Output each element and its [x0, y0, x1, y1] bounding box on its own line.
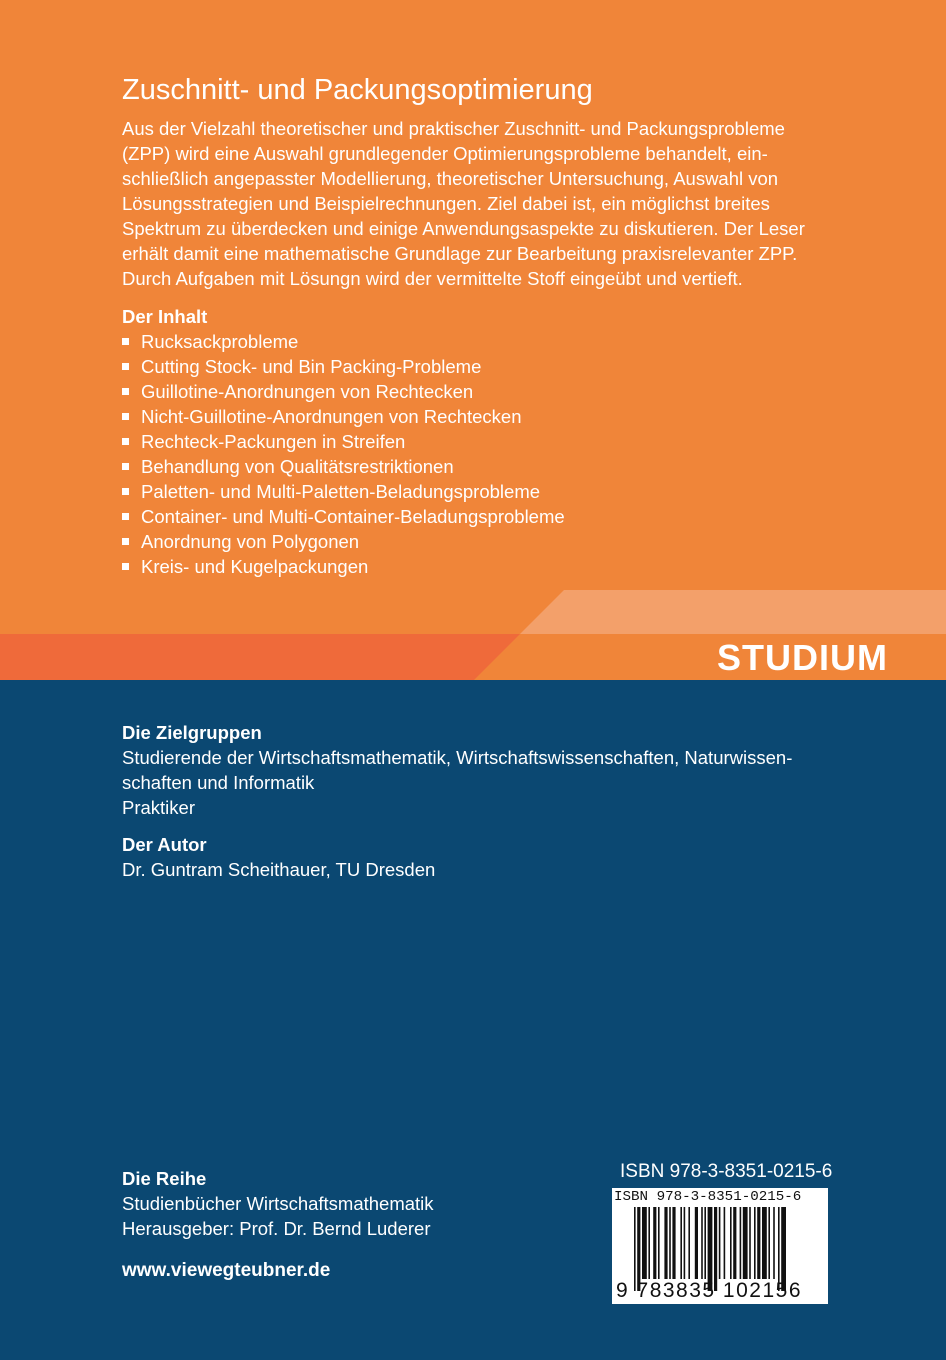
list-item-label: Kreis- und Kugelpackungen	[141, 556, 369, 577]
autor-section	[122, 832, 435, 882]
intro-line: Spektrum zu überdecken und einige Anwendungsaspekte zu diskutieren. Der Leser	[122, 218, 805, 239]
intro-line: (ZPP) wird eine Auswahl grundlegender Optimierungsprobleme behandelt, ein-	[122, 143, 768, 164]
bullet-square-icon	[122, 413, 129, 420]
inhalt-list	[122, 329, 565, 579]
publisher-website-link[interactable]: www.viewegteubner.de	[122, 1260, 331, 1281]
intro-line: Aus der Vielzahl theoretischer und praktischer Zuschnitt- und Packungsprobleme	[122, 118, 785, 139]
barcode-bar	[653, 1207, 656, 1279]
list-item-label: Rechteck-Packungen in Streifen	[141, 431, 406, 452]
list-item-label: Anordnung von Polygonen	[141, 531, 360, 552]
zielgruppen-line: schaften und Informatik	[122, 772, 315, 793]
studium-label: STUDIUM	[717, 637, 888, 678]
list-item	[122, 429, 565, 454]
list-item-label: Rucksackprobleme	[141, 331, 299, 352]
barcode-bar	[773, 1207, 775, 1279]
barcode-bar	[669, 1207, 671, 1279]
list-item	[122, 354, 565, 379]
barcode-bar	[658, 1207, 660, 1279]
zielgruppen-line: Praktiker	[122, 797, 195, 818]
barcode-bar	[719, 1207, 721, 1279]
barcode-bar	[680, 1207, 682, 1279]
barcode-bar	[733, 1207, 736, 1279]
list-item	[122, 329, 565, 354]
intro-line: erhält damit eine mathematische Grundlage zur Bearbeitung praxisrelevanter ZPP.	[122, 243, 798, 264]
barcode-bar	[762, 1207, 767, 1279]
band-dark-stripe	[0, 634, 520, 680]
barcode-bar	[695, 1207, 698, 1279]
autor-line: Dr. Guntram Scheithauer, TU Dresden	[122, 859, 436, 880]
barcode-bar	[701, 1207, 703, 1279]
list-item	[122, 479, 565, 504]
isbn-barcode	[612, 1188, 828, 1304]
bullet-square-icon	[122, 488, 129, 495]
book-title: Zuschnitt- und Packungsoptimierung	[122, 74, 593, 106]
intro-line: Lösungsstrategien und Beispielrechnungen. Ziel dabei ist, ein möglichst breites	[122, 193, 770, 214]
bullet-square-icon	[122, 388, 129, 395]
barcode-digits: 9 783835 102156	[616, 1279, 802, 1302]
isbn-label: ISBN 978-3-8351-0215-6	[620, 1161, 833, 1182]
barcode-bar	[724, 1207, 726, 1279]
barcode-bar	[704, 1207, 706, 1279]
barcode-bar	[757, 1207, 760, 1279]
barcode-bar	[754, 1207, 756, 1279]
barcode-bar	[749, 1207, 751, 1279]
barcode-bar	[740, 1207, 742, 1279]
autor-heading: Der Autor	[122, 834, 207, 855]
barcode-bar	[684, 1207, 686, 1279]
list-item	[122, 529, 565, 554]
intro-paragraph	[122, 116, 822, 291]
list-item	[122, 554, 565, 579]
reihe-heading: Die Reihe	[122, 1168, 207, 1189]
bullet-square-icon	[122, 463, 129, 470]
list-item-label: Container- und Multi-Container-Beladungsprobleme	[141, 506, 565, 527]
intro-line: Durch Aufgaben mit Lösungn wird der vermittelte Stoff eingeübt und vertieft.	[122, 268, 743, 289]
list-item	[122, 404, 565, 429]
barcode-bar	[730, 1207, 732, 1279]
barcode-bar	[688, 1207, 690, 1279]
barcode-bar	[743, 1207, 748, 1279]
bullet-square-icon	[122, 363, 129, 370]
barcode-bar	[664, 1207, 667, 1279]
zielgruppen-section	[122, 720, 792, 820]
list-item-label: Guillotine-Anordnungen von Rechtecken	[141, 381, 474, 402]
barcode-bar	[768, 1207, 770, 1279]
bullet-square-icon	[122, 513, 129, 520]
reihe-line: Studienbücher Wirtschaftsmathematik	[122, 1193, 434, 1214]
bullet-square-icon	[122, 438, 129, 445]
inhalt-heading: Der Inhalt	[122, 306, 208, 327]
zielgruppen-line: Studierende der Wirtschaftsmathematik, Wirtschaftswissenschaften, Naturwissen-	[122, 747, 793, 768]
list-item	[122, 379, 565, 404]
list-item-label: Nicht-Guillotine-Anordnungen von Rechtecken	[141, 406, 522, 427]
intro-line: schließlich angepasster Modellierung, theoretischer Untersuchung, Auswahl von	[122, 168, 779, 189]
list-item-label: Cutting Stock- und Bin Packing-Probleme	[141, 356, 482, 377]
band-light-wedge	[520, 590, 946, 634]
barcode-bar	[672, 1207, 675, 1279]
reihe-section	[122, 1166, 434, 1241]
zielgruppen-heading: Die Zielgruppen	[122, 722, 262, 743]
bullet-square-icon	[122, 538, 129, 545]
bullet-square-icon	[122, 563, 129, 570]
bullet-square-icon	[122, 338, 129, 345]
barcode-isbn-text: ISBN 978-3-8351-0215-6	[614, 1189, 802, 1205]
reihe-line: Herausgeber: Prof. Dr. Bernd Luderer	[122, 1218, 431, 1239]
list-item-label: Behandlung von Qualitätsrestriktionen	[141, 456, 454, 477]
list-item	[122, 454, 565, 479]
list-item-label: Paletten- und Multi-Paletten-Beladungsprobleme	[141, 481, 541, 502]
list-item	[122, 504, 565, 529]
barcode-bar	[648, 1207, 650, 1279]
barcode-bar	[642, 1207, 647, 1279]
